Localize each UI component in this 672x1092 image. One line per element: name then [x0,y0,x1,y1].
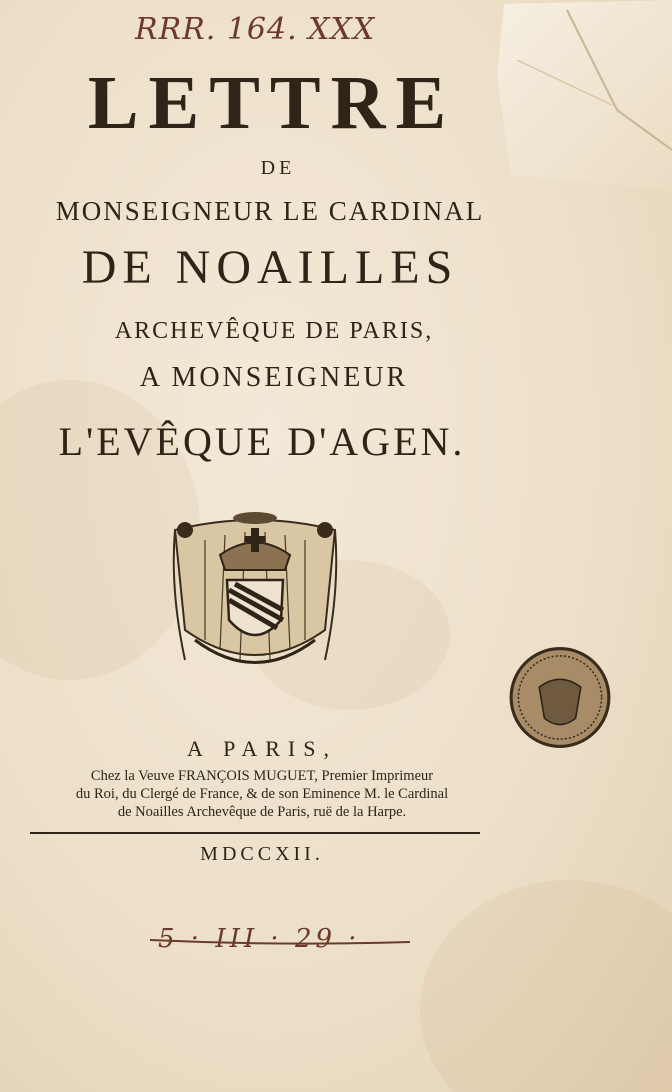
author-name: DE NOAILLES [81,241,459,294]
coat-of-arms-icon [165,510,345,690]
imprint-place: A PARIS, [186,736,337,761]
author-office: ARCHEVÊQUE DE PARIS, [114,318,434,344]
to-line: A MONSEIGNEUR [139,362,409,393]
shelfmark: 5 · III · 29 · [158,924,361,954]
page-title: LETTRE [87,61,457,145]
imprint-line-1: Chez la Veuve FRANÇOIS MUGUET, Premier Imprimeur [90,768,434,784]
horizontal-rule [30,832,480,834]
title-de: DE [260,157,296,179]
publication-year: MDCCXII. [200,843,324,865]
imprint-line-2: du Roi, du Clergé de France, & de son Eminence M. le Cardinal [75,786,449,802]
paper-stain [420,880,672,1092]
author-line: MONSEIGNEUR LE CARDINAL [55,196,485,226]
recipient: L'EVÊQUE D'AGEN. [58,419,466,464]
shelfmark-strike [150,936,410,948]
manuscript-annotation: RRR. 164. XXX [135,12,376,47]
imprint-line-3: de Noailles Archevêque de Paris, ruë de la Harpe. [117,804,407,820]
